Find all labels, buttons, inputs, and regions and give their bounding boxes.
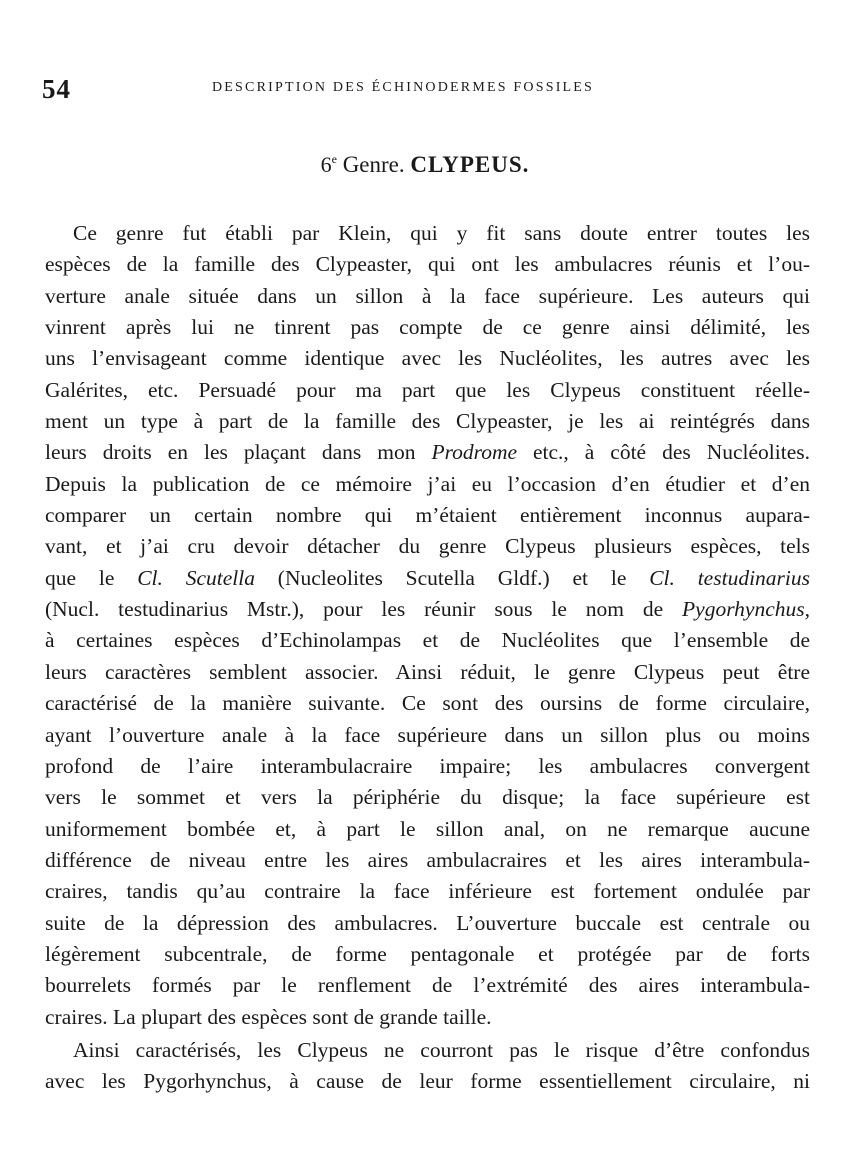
page-number: 54 [42,74,71,104]
text-line [45,281,810,312]
text-line [45,1035,810,1066]
text-run: vant, et j’ai cru devoir détacher du genre Clypeus plusieurs espèces, tels [45,534,810,559]
text-run: bourrelets formés par le renflement de l’extrémité des aires interambula- [45,973,810,998]
text-run: espèces de la famille des Clypeaster, qui ont les ambulacres réunis et l’ou- [45,252,810,277]
text-run: Galérites, etc. Persuadé pour ma part que les Clypeus constituent réelle- [45,377,810,402]
text-run: uns l’envisageant comme identique avec les Nucléolites, les autres avec les [45,346,810,371]
text-run: comparer un certain nombre qui m’étaient entièrement inconnus aupara- [45,503,810,528]
italic-term: Pygorhynchus, [682,597,810,622]
text-line [45,1066,810,1097]
text-run: (Nucleolites Scutella Gldf.) et le [254,565,650,590]
text-line [45,845,810,876]
text-run: Ainsi caractérisés, les Clypeus ne courront pas le risque d’être confondus [73,1037,810,1062]
text-line [45,970,810,1001]
text-line [45,814,810,845]
text-line [45,1002,810,1033]
text-line [45,437,810,468]
text-run: Ce genre fut établi par Klein, qui y fit sans doute entrer toutes les [73,221,810,245]
text-run: profond de l’aire interambulacraire impaire; les ambulacres convergent [45,753,810,778]
running-title: DESCRIPTION DES ÉCHINODERMES FOSSILES [212,80,595,95]
text-run: (Nucl. testudinarius Mstr.), pour les réunir sous le nom de [45,597,683,622]
text-run: différence de niveau entre les aires ambulacraires et les aires interambula- [45,847,810,872]
text-run: leurs droits en les plaçant dans mon [45,440,432,465]
text-run: ayant l’ouverture anale à la face supérieure dans un sillon plus ou moins [45,722,810,747]
text-line [45,531,810,562]
text-run: craires. La plupart des espèces sont de grande taille. [45,1004,492,1029]
text-run: vinrent après lui ne tinrent pas compte de ce genre ainsi délimité, les [45,315,810,340]
italic-term: Prodrome [431,440,518,465]
text-run: verture anale située dans un sillon à la face supérieure. Les auteurs qui [45,283,810,308]
text-line [45,594,810,625]
genus-name: CLYPEUS. [410,152,530,177]
text-run: caractérisé de la manière suivante. Ce sont des oursins de forme circulaire, [45,691,810,716]
text-line [45,469,810,500]
text-run: à certaines espèces d’Echinolampas et de Nucléolites que l’ensemble de [45,628,810,653]
text-line [45,625,810,656]
text-run: suite de la dépression des ambulacres. L’ouverture buccale est centrale ou [45,910,810,935]
text-run: légèrement subcentrale, de forme pentagonale et protégée par de forts [45,941,810,966]
paragraph-2 [45,1035,810,1098]
text-run: etc., à côté des Nucléolites. [517,440,810,465]
text-run: Depuis la publication de ce mémoire j’ai eu l’occasion d’en étudier et d’en [45,471,810,496]
text-line [45,343,810,374]
text-run: craires, tandis qu’au contraire la face inférieure est fortement ondulée par [45,879,810,904]
text-line [45,688,810,719]
text-run: vers le sommet et vers la périphérie du disque; la face supérieure est [45,785,810,810]
text-line [45,563,810,594]
genus-ordinal: 6e [320,152,337,177]
text-run: ment un type à part de la famille des Clypeaster, je les ai reintégrés dans [45,409,810,434]
text-line [45,312,810,343]
text-line [45,657,810,688]
text-run: leurs caractères semblent associer. Ainsi réduit, le genre Clypeus peut être [45,659,810,684]
text-line [45,939,810,970]
text-line [45,908,810,939]
text-line [45,876,810,907]
genus-heading [0,152,850,178]
text-run: uniformement bombée et, à part le sillon anal, on ne remarque aucune [45,816,810,841]
text-line [45,218,810,249]
text-run: que le [45,565,138,590]
text-line [45,782,810,813]
paragraph-1 [45,218,810,1033]
text-line [45,375,810,406]
text-line [45,406,810,437]
text-line [45,500,810,531]
italic-term: Cl. Scutella [137,565,255,590]
text-line [45,249,810,280]
genus-word: Genre. [342,152,405,177]
text-run: avec les Pygorhynchus, à cause de leur forme essentiellement circulaire, ni [45,1069,810,1094]
body-text [45,218,810,1098]
text-line [45,751,810,782]
text-line [45,720,810,751]
italic-term: Cl. testudinarius [649,565,810,590]
